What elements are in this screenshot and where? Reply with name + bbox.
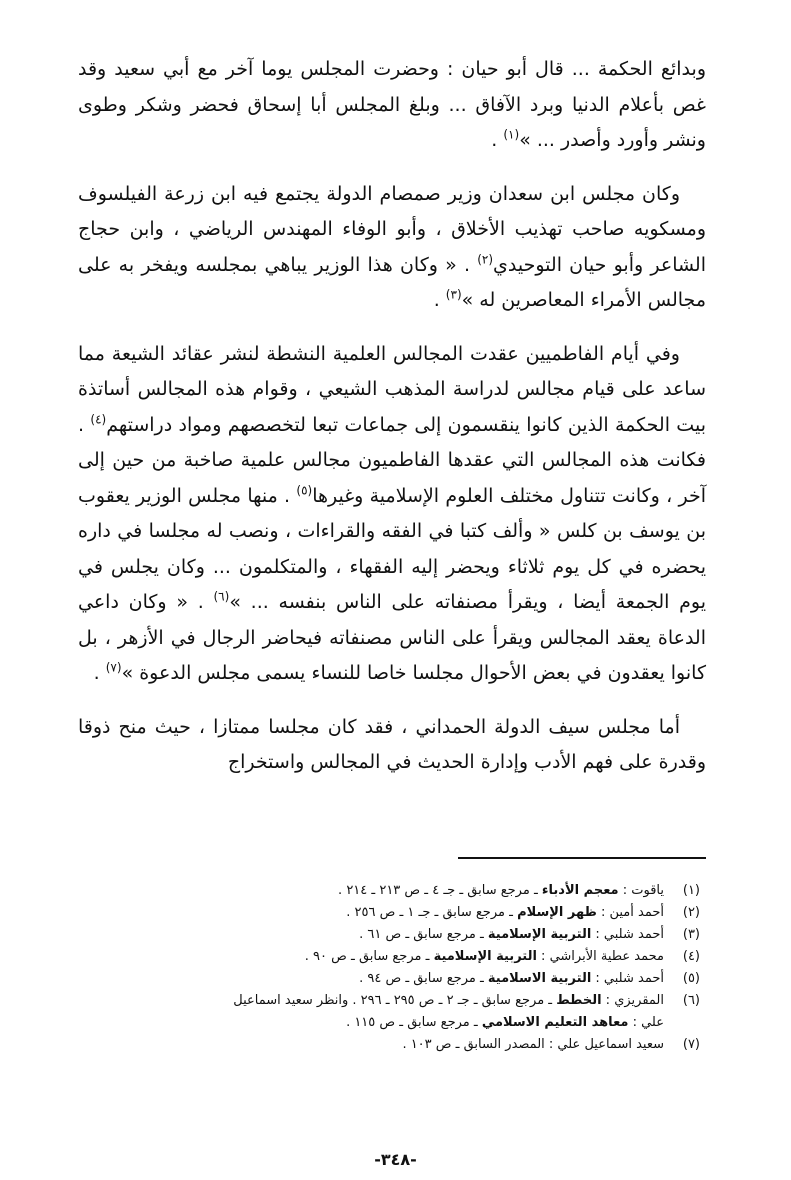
footnote-author: محمد عطية الأبراشي : [536,949,664,964]
footnote-author: سعيد اسماعيل علي : المصدر السابق ـ ص ١٠٣ . [402,1037,664,1052]
footnote-3 [86,924,700,946]
footnote-5 [86,968,700,990]
footnote-2 [86,902,700,924]
footnote-detail: ـ مرجع سابق ـ ص ٩٠ . [304,949,434,964]
paragraph-text: . [93,662,106,684]
footnote-title: التربية الإسلامية [487,927,592,942]
footnote-number: (٦) [682,993,700,1008]
footnote-4 [86,946,700,968]
footnote-ref[interactable]: (٣) [445,287,462,302]
footnote-ref[interactable]: (٥) [296,483,313,498]
footnote-title: معجم الأدباء [541,883,619,898]
footnote-ref[interactable]: (٢) [477,252,494,267]
footnote-author: المقريزي : [601,993,664,1008]
footnote-text [86,880,664,902]
footnote-7 [86,1034,700,1056]
footnote-title: التربية الاسلامية [487,971,592,986]
body-text [78,52,706,799]
paragraph-text: وكان مجلس ابن سعدان وزير صمصام الدولة يجتمع فيه ابن زرعة الفيلسوف ومسكويه صاحب تهذيب الأخلاق ، وأبو الوفاء المهندس الرياضي ، وابن حجاج الشاعر وأبو حيان التوحيدي [78,182,706,276]
footnote-title: التربية الإسلامية [433,949,537,964]
footnote-number: (٥) [682,971,700,986]
footnote-ref[interactable]: (٦) [213,589,230,604]
footnote-author: ياقوت : [618,883,664,898]
footnote-text [86,1034,664,1056]
paragraph-text: . « وكان داعي الدعاة يعقد المجالس ويقرأ على الناس مصنفاته فيحاضر الرجال في الأزهر ، بل كانوا يعقدون في بعض الأحوال مجلسا خاصا للنساء يسمى مجلس الدعوة » [78,591,706,684]
paragraph-text: وفي أيام الفاطميين عقدت المجالس العلمية النشطة لنشر عقائد الشيعة مما ساعد على قيام مجالس لدراسة المذهب الشيعي ، وقوام هذه المجالس أساتذة بيت الحكمة الذين كانوا ينقسمون إلى جماعات تبعا لتخصصهم ومواد دراستهم [78,342,706,436]
footnote-number: (٤) [682,949,700,964]
footnote-ref[interactable]: (٤) [90,412,107,427]
paragraph-1 [78,52,706,159]
paragraph-text: . منها مجلس الوزير يعقوب بن يوسف بن كلس « وألف كتبا في الفقه والقراءات ، ونصب له مجلسا في داره يحضره في كل يوم ثلاثاء ويحضر إليه الفقهاء ، والمتكلمون ... وكان يجلس في يوم الجمعة أيضا ، ويقرأ مصنفاته على الناس بنفسه ... » [78,484,706,613]
footnote-6-continued [86,1012,700,1034]
footnote-detail: ـ مرجع سابق ـ ص ١١٥ . [346,1015,482,1030]
paragraph-4 [78,710,706,781]
footnote-ref[interactable]: (١) [503,127,520,142]
footnote-number: (٧) [682,1037,700,1052]
paragraph-text: . فكانت هذه المجالس التي عقدها الفاطميون مجالس علمية صاخبة من حين إلى آخر ، وكانت تتناول مختلف العلوم الإسلامية وغيرها [78,413,706,507]
footnote-number: (٢) [682,905,700,920]
paragraph-2 [78,177,706,319]
paragraph-text: وبدائع الحكمة ... قال أبو حيان : وحضرت المجلس يوما آخر مع أبي سعيد وقد غص بأعلام الدنيا وبرد الآفاق ... وبلغ المجلس أبا إسحاق فحضر وشكر وطوى ونشر وأورد وأصدر ... » [78,58,706,151]
footnotes [86,880,700,1056]
footnote-6 [86,990,700,1012]
footnote-text [86,1012,664,1034]
footnote-author: أحمد أمين : [596,905,664,920]
footnote-detail: ـ مرجع سابق ـ جـ ١ ـ ص ٢٥٦ . [346,905,518,920]
footnote-ref[interactable]: (٧) [105,660,122,675]
footnote-text [86,924,664,946]
footnote-author: علي : [628,1015,664,1030]
footnote-number: (٣) [682,927,700,942]
paragraph-text: . [433,289,446,311]
footnote-divider [458,857,706,859]
paragraph-text: . [491,129,504,151]
paragraph-text: . « وكان هذا الوزير يباهي بمجلسه ويفخر به على مجالس الأمراء المعاصرين له » [78,253,706,311]
footnote-number [664,1012,700,1034]
footnote-number: (١) [682,883,700,898]
footnote-text [86,990,664,1012]
footnote-1 [86,880,700,902]
footnote-text [86,902,664,924]
footnote-detail: ـ مرجع سابق ـ جـ ٢ ـ ص ٢٩٥ ـ ٢٩٦ . وانظر سعيد اسماعيل [233,993,557,1008]
footnote-author: أحمد شلبي : [591,971,664,986]
page-number: -٣٤٨- [374,1150,417,1169]
paragraph-text: أما مجلس سيف الدولة الحمداني ، فقد كان مجلسا ممتازا ، حيث منح ذوقا وقدرة على فهم الأدب وإدارة الحديث في المجالس واستخراج [78,715,706,773]
footnote-text [86,946,664,968]
footnote-detail: ـ مرجع سابق ـ ص ٦١ . [359,927,488,942]
footnote-text [86,968,664,990]
footnote-detail: ـ مرجع سابق ـ ص ٩٤ . [359,971,488,986]
footnote-title: معاهد التعليم الاسلامي [481,1015,629,1030]
paragraph-3 [78,337,706,692]
footnote-title: الخطط [556,993,602,1008]
footnote-detail: ـ مرجع سابق ـ جـ ٤ ـ ص ٢١٣ ـ ٢١٤ . [338,883,542,898]
footnote-title: ظهر الإسلام [517,905,597,920]
footnote-author: أحمد شلبي : [591,927,664,942]
